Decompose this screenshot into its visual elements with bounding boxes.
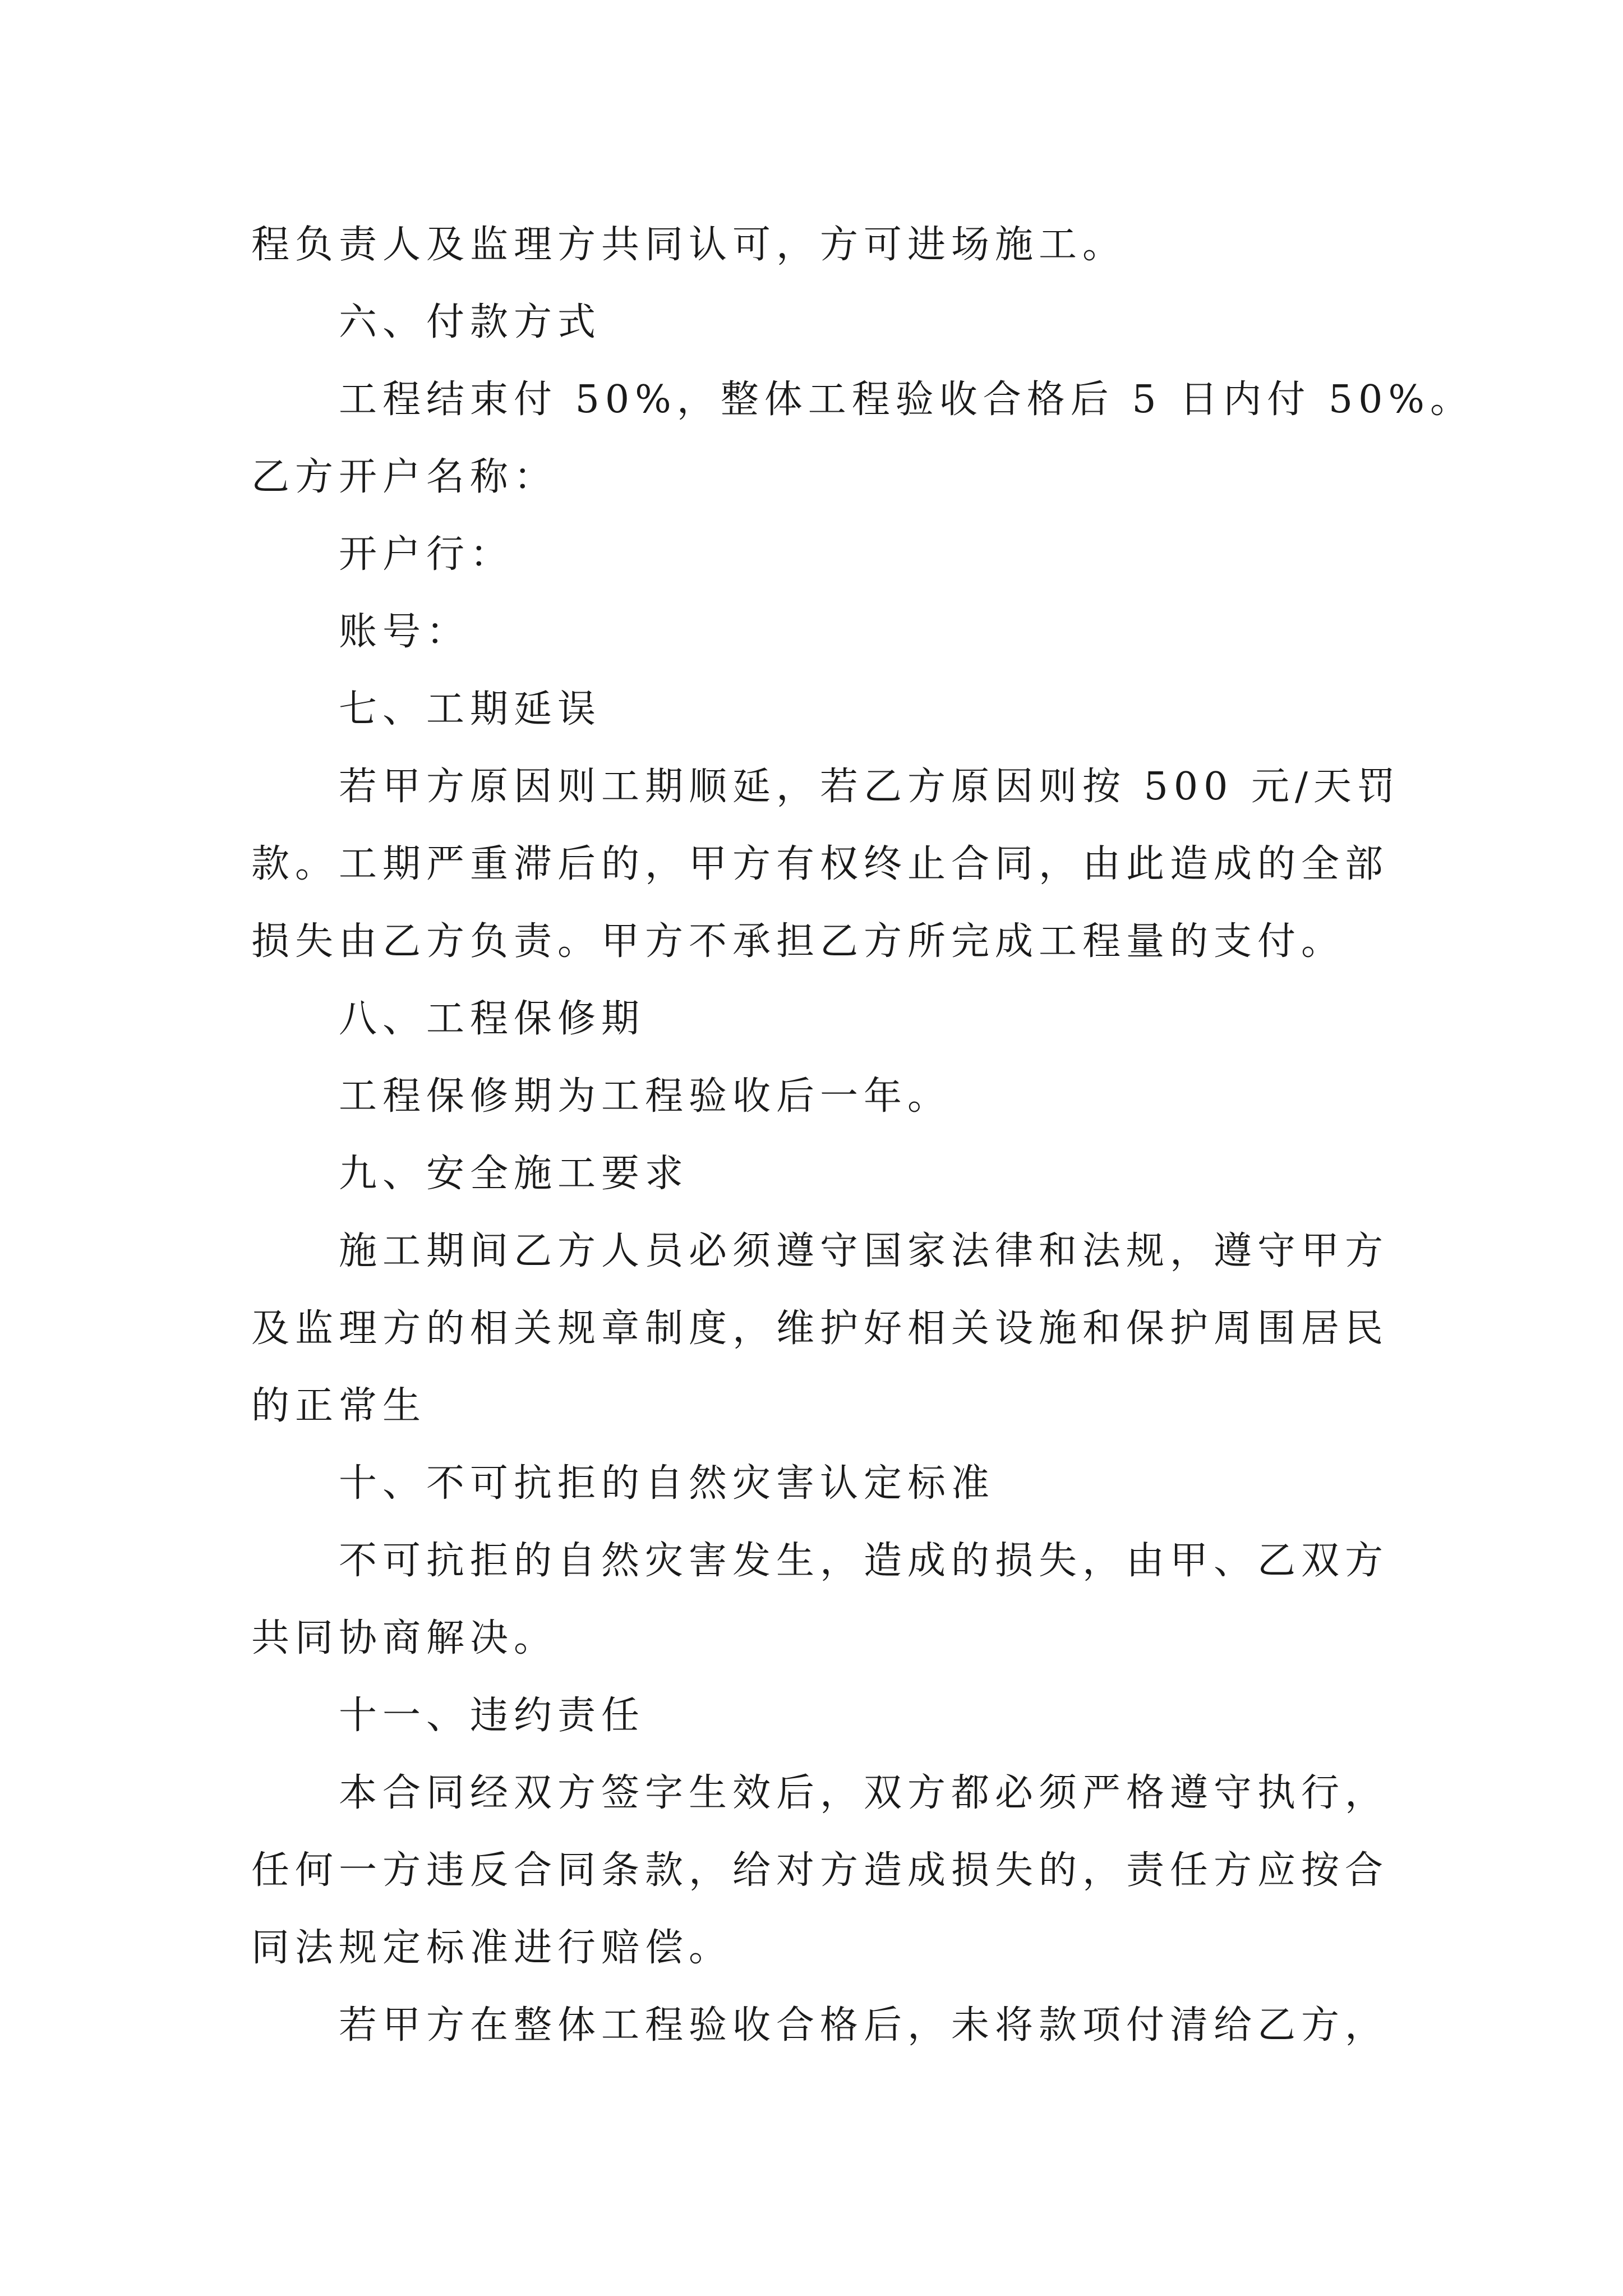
section-heading-warranty: 八、工程保修期 — [339, 997, 645, 1041]
text-line: 程负责人及监理方共同认可，方可进场施工。 — [251, 223, 1127, 267]
text-line: 工程结束付 50%，整体工程验收合格后 5 日内付 50%。 — [339, 378, 1474, 422]
text-line: 施工期间乙方人员必须遵守国家法律和法规，遵守甲方 — [339, 1229, 1389, 1273]
section-heading-payment: 六、付款方式 — [339, 300, 602, 344]
text-line: 本合同经双方签字生效后，双方都必须严格遵守执行， — [339, 1771, 1389, 1815]
text-line: 开户行： — [339, 532, 514, 577]
text-line: 损失由乙方负责。甲方不承担乙方所完成工程量的支付。 — [251, 919, 1345, 964]
text-line: 若甲方在整体工程验收合格后，未将款项付清给乙方， — [339, 2003, 1389, 2047]
text-line: 款。工期严重滞后的，甲方有权终止合同，由此造成的全部 — [251, 842, 1389, 886]
section-heading-liability: 十一、违约责任 — [339, 1694, 645, 1738]
section-heading-safety: 九、安全施工要求 — [339, 1152, 689, 1196]
text-line: 若甲方原因则工期顺延，若乙方原因则按 500 元/天罚 — [339, 765, 1401, 809]
text-line: 工程保修期为工程验收后一年。 — [339, 1074, 952, 1119]
section-heading-force-majeure: 十、不可抗拒的自然灾害认定标准 — [339, 1461, 995, 1506]
document-body — [251, 206, 1474, 2064]
section-heading-delay: 七、工期延误 — [339, 687, 602, 731]
text-line: 乙方开户名称： — [251, 455, 558, 499]
text-line: 的正常生 — [251, 1384, 427, 1428]
text-line: 及监理方的相关规章制度，维护好相关设施和保护周围居民 — [251, 1306, 1389, 1351]
text-line: 任何一方违反合同条款，给对方造成损失的，责任方应按合 — [251, 1848, 1389, 1893]
text-line: 同法规定标准进行赔偿。 — [251, 1926, 733, 1970]
text-line: 共同协商解决。 — [251, 1616, 558, 1660]
text-line: 不可抗拒的自然灾害发生，造成的损失，由甲、乙双方 — [339, 1539, 1389, 1583]
text-line: 账号： — [339, 610, 471, 654]
